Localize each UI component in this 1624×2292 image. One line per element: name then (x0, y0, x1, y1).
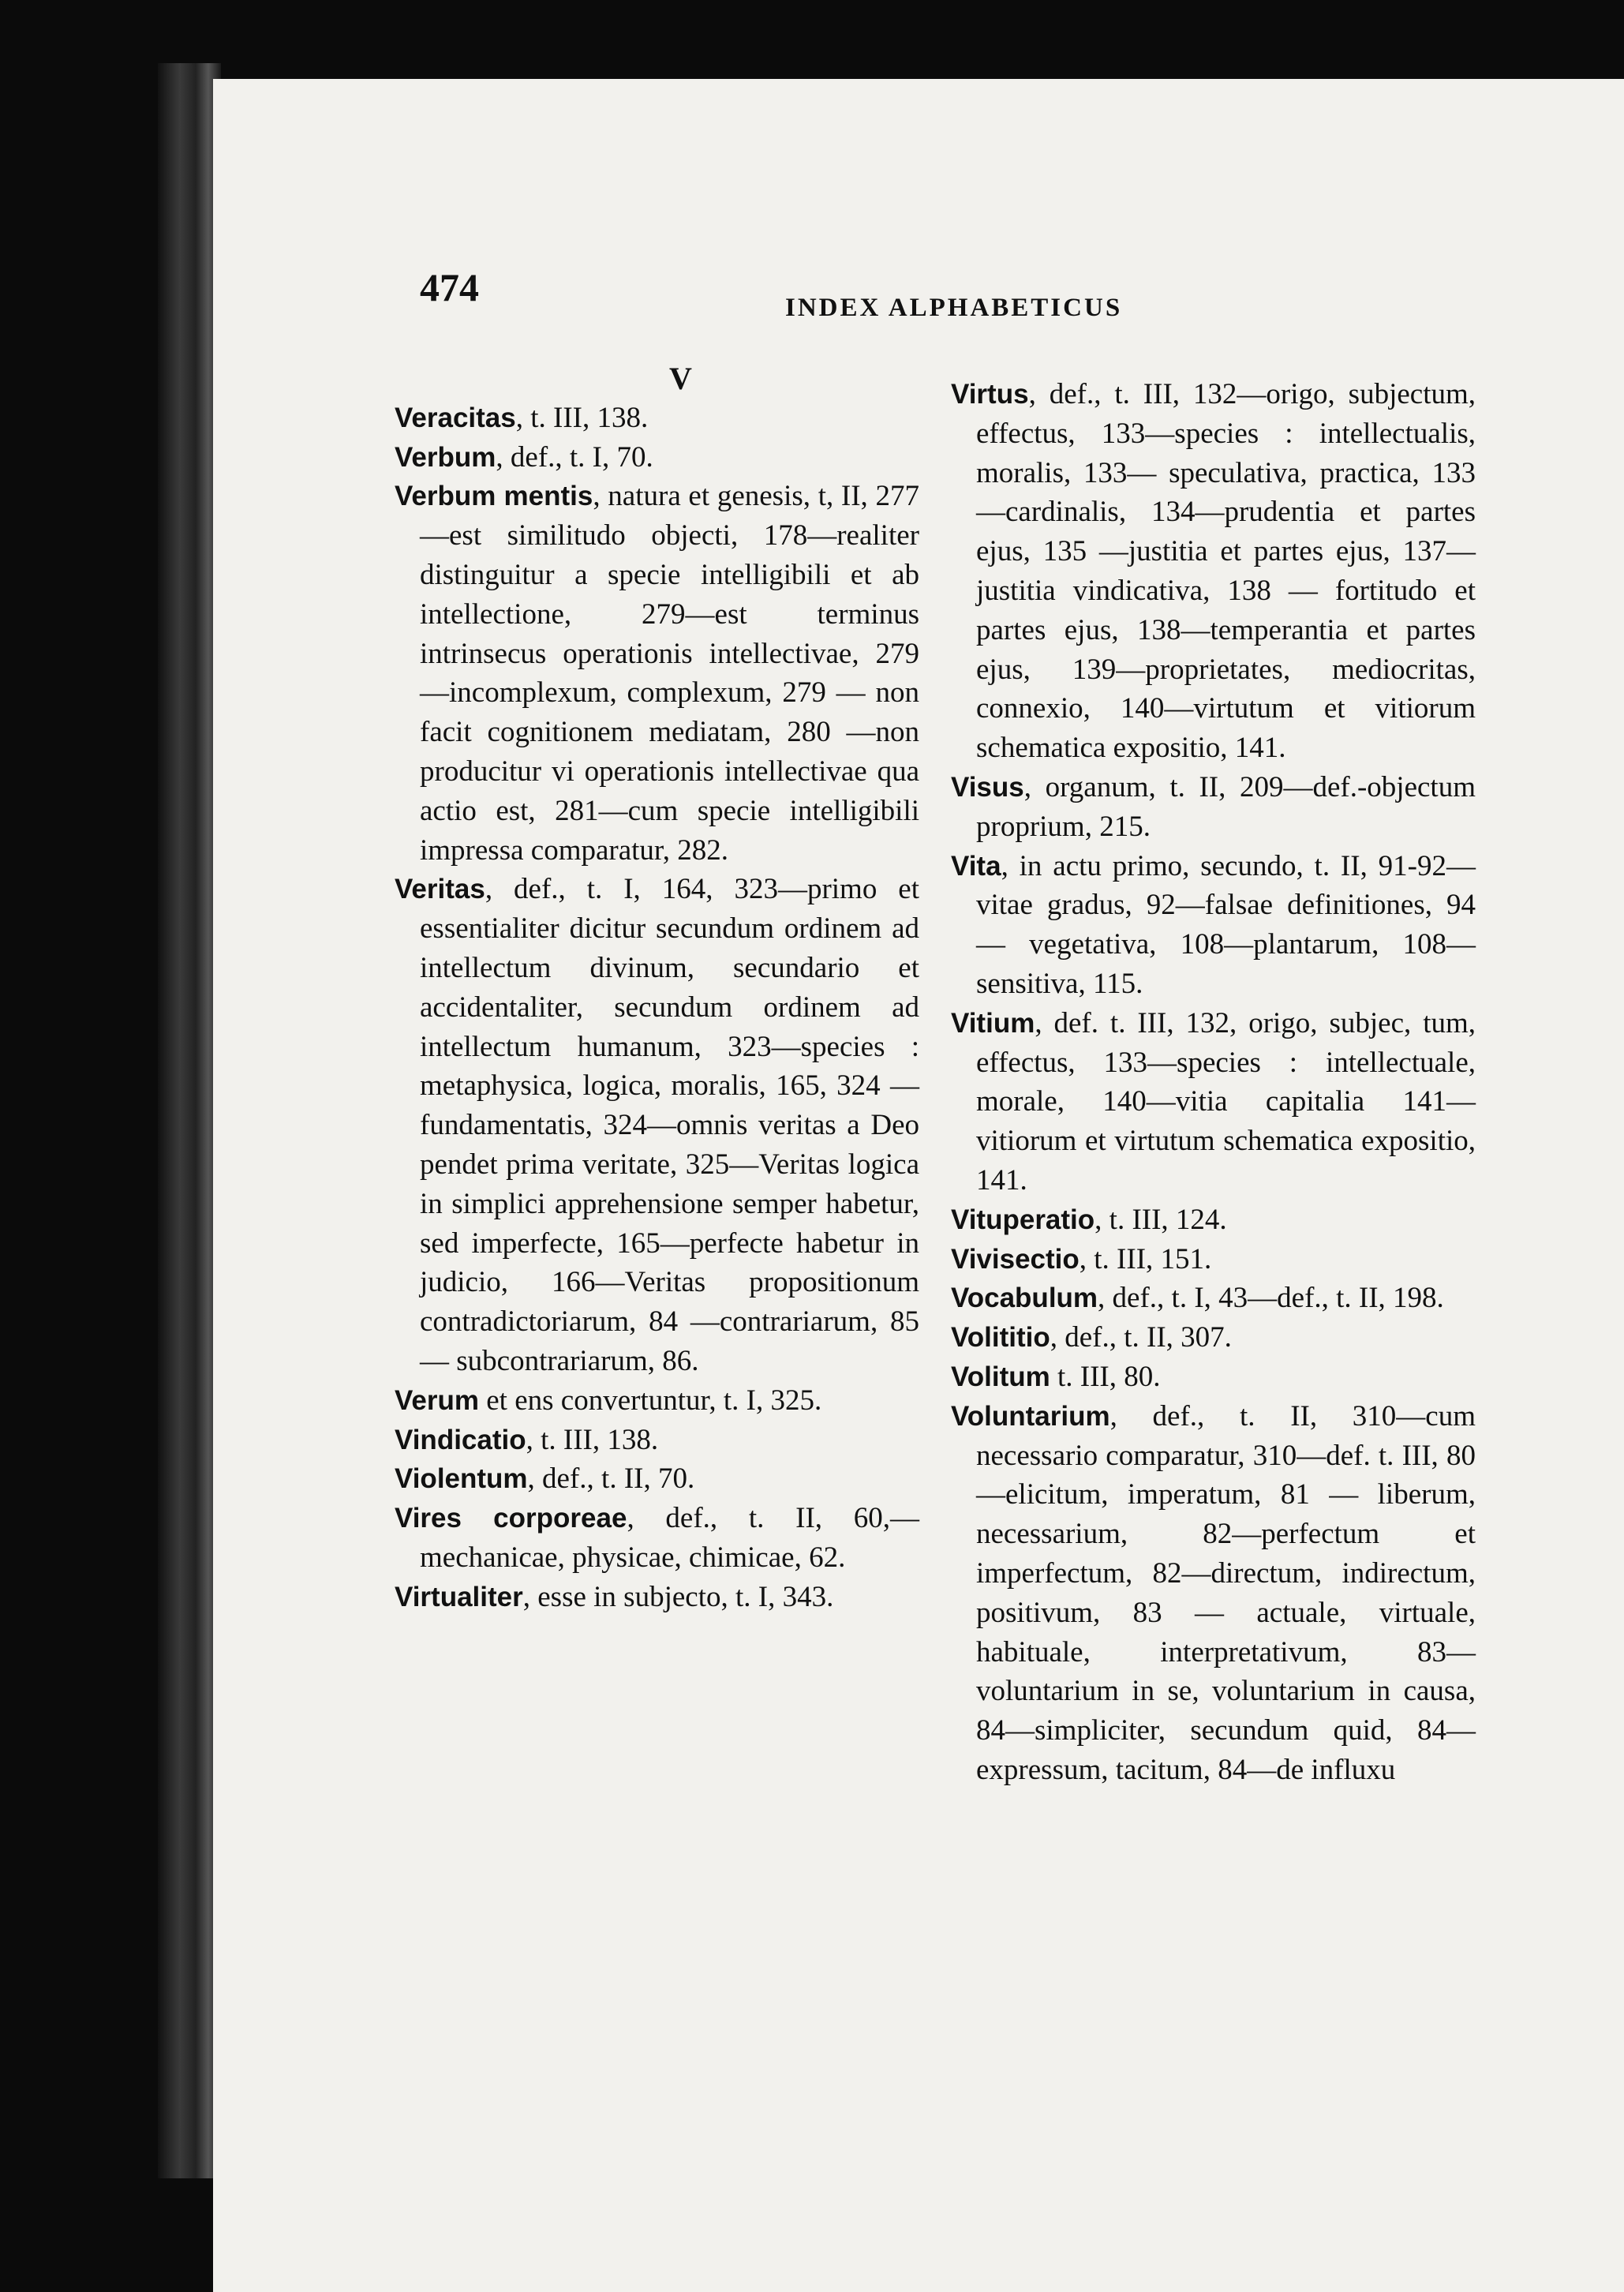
entry-term: Vitium (951, 1007, 1035, 1039)
entry-term: Verbum mentis (395, 481, 593, 512)
entry-term: Verum (395, 1384, 479, 1416)
entry-term: Vindicatio (395, 1424, 526, 1455)
index-entry (951, 1004, 1476, 1200)
entry-term: Volitum (951, 1361, 1050, 1392)
entry-text: , t. III, 138. (526, 1423, 659, 1456)
entry-term: Violentum (395, 1463, 528, 1495)
entry-term: Virtus (951, 379, 1029, 410)
entry-text: , t. III, 124. (1095, 1203, 1227, 1236)
index-entry (395, 1499, 919, 1578)
entry-text: , def., t. II, 310—cum necessario comparatur, 310—def. t. III, 80—elicitum, imperatum, 81 — liberum, necessarium, 82—perfectum et imperfectum, 82—directum, indirectum, positivum, 83 — actuale, virtuale, habituale, interpretativum, 83—voluntarium in se, voluntarium in causa, 84—simpliciter, secundum quid, 84—expressum, tacitum, 84—de influxu (976, 1399, 1476, 1786)
entry-term: Virtualiter (395, 1581, 523, 1612)
entry-term: Visus (951, 771, 1024, 803)
entry-term: Vivisectio (951, 1243, 1080, 1275)
entry-term: Vires corporeae (395, 1503, 627, 1534)
index-entry (951, 847, 1476, 1004)
entry-term: Vituperatio (951, 1204, 1095, 1235)
index-entry (951, 1358, 1476, 1397)
index-entry (395, 477, 919, 870)
index-entry (951, 768, 1476, 847)
entry-text: , def., t. II, 70. (527, 1462, 695, 1496)
index-entry (951, 1397, 1476, 1790)
index-entry (395, 399, 919, 438)
index-entry (951, 1318, 1476, 1358)
entry-text: , def., t. II, 60,—mechanicae, physicae, chimicae, 62. (420, 1502, 920, 1574)
index-entry (395, 1578, 919, 1617)
entry-text: , t. III, 151. (1079, 1242, 1212, 1275)
entry-term: Veracitas (395, 402, 516, 433)
entry-text: , def., t. I, 164, 323—primo et essentialiter dicitur secundum ordinem ad intellectum divinum, secundario et accidentaliter, secundum ordinem ad intellectum humanum, 323—species : metaphysica, logica, moralis, 165, 324 —fundamentatis, 324—omnis veritas a Deo pendet prima veritate, 325—Veritas logica in simplici apprehensione semper habetur, sed imperfecte, 165—perfecte habetur in judicio, 166—Veritas propositionum contradictoriarum, 84 —contrariarum, 85 — subcontrariarum, 86. (420, 873, 919, 1377)
book-spine-shadow (158, 63, 221, 2178)
index-entry (395, 870, 919, 1380)
entry-text: , in actu primo, secundo, t. II, 91-92—vitae gradus, 92—falsae definitiones, 94 — vegetativa, 108—plantarum, 108—sensitiva, 115. (976, 849, 1476, 1000)
entry-text: , organum, t. II, 209—def.-objectum proprium, 215. (976, 770, 1476, 843)
index-entry (951, 375, 1476, 768)
entry-term: Volititio (951, 1322, 1050, 1354)
index-entry (951, 1200, 1476, 1240)
running-head: INDEX ALPHABETICUS (785, 294, 1123, 322)
entry-term: Vocabulum (951, 1283, 1098, 1314)
index-entry (395, 1381, 919, 1421)
entry-text: et ens convertuntur, t. I, 325. (479, 1384, 822, 1417)
entry-text: , def., t. III, 132—origo, subjectum, effectus, 133—species : intellectualis, moralis, 133— speculativa, practica, 133—cardinalis, 134—prudentia et partes ejus, 135 —justitia et partes ejus, 137—justitia vindicativa, 138 — fortitudo et partes ejus, 138—temperantia et partes ejus, 139—proprietates, mediocritas, connexio, 140—virtutum et vitiorum schematica expositio, 141. (976, 378, 1476, 765)
index-entry (395, 1421, 919, 1460)
entry-term: Vita (951, 850, 1001, 882)
index-entry (395, 438, 919, 478)
entry-text: , def., t. II, 307. (1050, 1321, 1232, 1354)
entry-text: , def., t. I, 43—def., t. II, 198. (1098, 1282, 1444, 1315)
page-number: 474 (420, 265, 479, 309)
index-entry (951, 1240, 1476, 1279)
section-letter: V (669, 361, 692, 396)
entry-term: Verbum (395, 441, 496, 473)
entry-term: Voluntarium (951, 1400, 1110, 1432)
left-column (395, 359, 919, 1617)
entry-text: , def., t. I, 70. (496, 440, 653, 474)
entry-text: , def. t. III, 132, origo, subjec, tum, effectus, 133—species : intellectuale, morale, 140—vitia capitalia 141—vitiorum et virtutum schematica expositio, 141. (976, 1006, 1476, 1197)
entry-text: , esse in subjecto, t. I, 343. (522, 1580, 834, 1613)
index-entry (951, 1279, 1476, 1318)
right-column (951, 375, 1476, 1790)
entry-text: t. III, 80. (1050, 1360, 1161, 1393)
entry-text: , natura et genesis, t, II, 277—est similitudo objecti, 178—realiter distinguitur a specie intelligibili et ab intellectione, 279—est terminus intrinsecus operationis intellectivae, 279—incomplexum, complexum, 279 — non facit cognitionem mediatam, 280 —non producitur vi operationis intellectivae qua actio est, 281—cum specie intelligibili impressa comparatur, 282. (420, 480, 919, 867)
entry-text: , t. III, 138. (515, 401, 649, 434)
entry-term: Veritas (395, 874, 485, 905)
index-entry (395, 1459, 919, 1499)
